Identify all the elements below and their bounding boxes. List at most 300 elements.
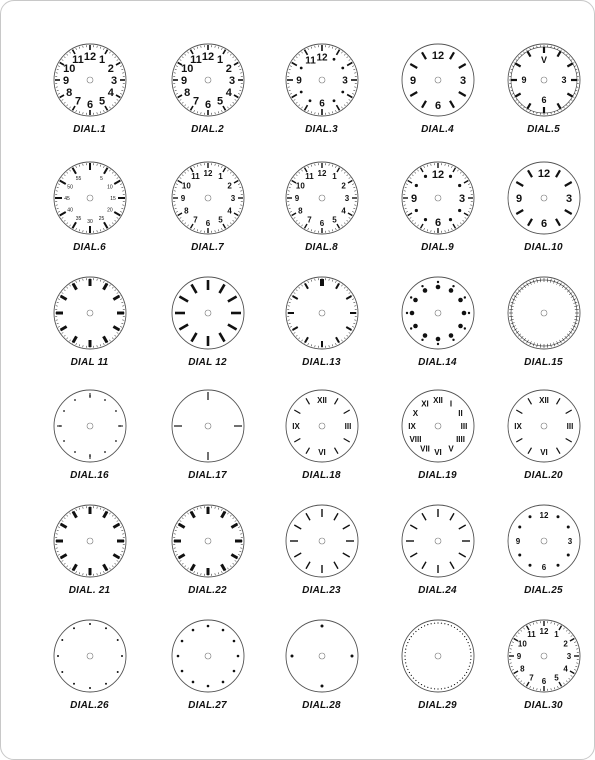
minute-numeral: 15 bbox=[110, 196, 116, 202]
dot-marker bbox=[451, 625, 452, 626]
dot-marker bbox=[431, 688, 432, 689]
dial-numeral: 1 bbox=[98, 54, 106, 67]
dot-marker bbox=[57, 655, 59, 657]
dial-numeral: 4 bbox=[225, 86, 232, 99]
dial-7 bbox=[148, 160, 267, 280]
clock-face bbox=[170, 388, 246, 464]
dial-numeral: 4 bbox=[341, 206, 346, 216]
dot-marker bbox=[470, 649, 471, 650]
dot-marker bbox=[89, 623, 91, 625]
dot-marker bbox=[437, 688, 438, 689]
dial-numeral: 9 bbox=[410, 192, 418, 205]
dial-numeral: 12 bbox=[431, 168, 445, 181]
dial-27 bbox=[148, 618, 267, 738]
dial-label: DIAL.27 bbox=[188, 700, 227, 711]
dial-numeral: 6 bbox=[434, 216, 442, 229]
dot-marker bbox=[437, 281, 439, 283]
dot-marker bbox=[181, 640, 184, 643]
clock-face bbox=[284, 275, 360, 351]
dot-marker bbox=[557, 515, 560, 518]
dot-marker bbox=[300, 91, 303, 94]
dot-marker bbox=[115, 410, 117, 412]
dot-marker bbox=[351, 655, 354, 658]
dot-marker bbox=[529, 515, 532, 518]
dot-marker bbox=[557, 564, 560, 567]
minute-numeral: 5 bbox=[100, 176, 103, 183]
dial-label: DIAL.29 bbox=[418, 700, 457, 711]
dial-29 bbox=[378, 618, 497, 738]
dot-marker bbox=[466, 639, 467, 640]
dot-marker bbox=[415, 209, 418, 212]
dial-numeral: 7 bbox=[192, 95, 200, 108]
clock-face bbox=[52, 275, 128, 351]
dial-20 bbox=[484, 388, 595, 508]
dial-numeral: VI bbox=[540, 447, 548, 457]
dial-label: DIAL.14 bbox=[418, 357, 457, 368]
dot-marker bbox=[434, 623, 435, 624]
clock-face bbox=[400, 618, 476, 694]
dial-numeral: 5 bbox=[554, 673, 559, 683]
dial-numeral: V bbox=[448, 444, 454, 454]
dial-numeral: 2 bbox=[563, 639, 568, 649]
dial-numeral: IX bbox=[292, 421, 300, 431]
dial-5 bbox=[484, 42, 595, 162]
dot-marker bbox=[192, 629, 195, 632]
dial-rim bbox=[286, 277, 358, 349]
clock-face bbox=[400, 160, 476, 236]
dot-marker bbox=[451, 686, 452, 687]
dot-marker bbox=[415, 631, 416, 632]
dot-marker bbox=[413, 633, 414, 634]
dial-26 bbox=[30, 618, 149, 738]
dial-label: DIAL.26 bbox=[70, 700, 109, 711]
dial-numeral: VI bbox=[434, 447, 442, 457]
dial-numeral: 10 bbox=[517, 639, 527, 649]
dial-numeral: 6 bbox=[434, 99, 442, 112]
dot-marker bbox=[104, 451, 106, 453]
dial-numeral: X bbox=[412, 408, 419, 418]
dot-marker bbox=[321, 625, 324, 628]
dial-numeral: 10 bbox=[295, 181, 305, 191]
dot-marker bbox=[469, 645, 470, 646]
dial-numeral: 2 bbox=[107, 62, 114, 75]
clock-face bbox=[506, 160, 582, 236]
dot-marker bbox=[74, 399, 76, 401]
dot-marker bbox=[207, 625, 210, 628]
clock-face bbox=[400, 388, 476, 464]
dot-marker bbox=[470, 652, 471, 653]
dial-10 bbox=[484, 160, 595, 280]
clock-face bbox=[52, 388, 128, 464]
dial-numeral: 3 bbox=[567, 536, 573, 546]
dial-label: DIAL.16 bbox=[70, 470, 109, 481]
dial-numeral: 11 bbox=[191, 172, 200, 182]
dot-marker bbox=[117, 639, 119, 641]
dial-label: DIAL.24 bbox=[418, 585, 457, 596]
dot-marker bbox=[181, 670, 184, 673]
dial-numeral: 3 bbox=[566, 651, 572, 661]
dial-numeral: 9 bbox=[409, 74, 417, 87]
dial-23 bbox=[262, 503, 381, 623]
dot-marker bbox=[441, 623, 442, 624]
dial-label: DIAL.30 bbox=[524, 700, 563, 711]
dial-numeral: 6 bbox=[86, 98, 94, 111]
dot-marker bbox=[458, 184, 461, 187]
clock-face bbox=[284, 160, 360, 236]
dial-21 bbox=[30, 503, 149, 623]
dot-marker bbox=[61, 671, 63, 673]
dial-numeral: 8 bbox=[184, 86, 191, 99]
dial-label: DIAL 12 bbox=[188, 357, 227, 368]
dial-label: DIAL.7 bbox=[191, 242, 224, 253]
minute-numeral: 40 bbox=[67, 207, 73, 214]
dot-marker bbox=[458, 324, 463, 329]
dial-label: DIAL.15 bbox=[524, 357, 563, 368]
dot-marker bbox=[341, 67, 344, 70]
dot-marker bbox=[321, 685, 324, 688]
dot-marker bbox=[458, 209, 461, 212]
dot-marker bbox=[567, 526, 570, 529]
minute-numeral: 10 bbox=[107, 184, 113, 191]
dial-numeral: 4 bbox=[563, 664, 568, 674]
dot-marker bbox=[457, 682, 458, 683]
clock-face bbox=[170, 503, 246, 579]
dot-marker bbox=[468, 642, 469, 643]
clock-face bbox=[506, 42, 582, 118]
dot-marker bbox=[452, 339, 454, 341]
clock-face bbox=[52, 503, 128, 579]
dial-numeral: III bbox=[460, 421, 468, 431]
dial-rim bbox=[172, 390, 244, 462]
dot-marker bbox=[409, 672, 410, 673]
dot-marker bbox=[518, 526, 521, 529]
minute-numeral: 35 bbox=[75, 215, 82, 222]
dial-numeral: 4 bbox=[227, 206, 232, 216]
dial-12 bbox=[148, 275, 267, 395]
clock-face bbox=[52, 42, 128, 118]
dial-rim bbox=[172, 620, 244, 692]
dial-numeral: 9 bbox=[515, 536, 521, 546]
dot-marker bbox=[424, 175, 427, 178]
dot-marker bbox=[454, 627, 455, 628]
dial-numeral: 9 bbox=[294, 193, 300, 203]
dial-numeral: XII bbox=[317, 395, 327, 405]
dial-numeral: I bbox=[449, 399, 453, 409]
dial-numeral: 6 bbox=[541, 562, 547, 572]
dial-numeral: XII bbox=[539, 395, 549, 405]
dial-label: DIAL.10 bbox=[524, 242, 563, 253]
dot-marker bbox=[421, 627, 422, 628]
dial-4 bbox=[378, 42, 497, 162]
dial-numeral: 1 bbox=[216, 54, 224, 67]
dot-marker bbox=[115, 440, 117, 442]
dot-marker bbox=[233, 670, 236, 673]
clock-face bbox=[506, 388, 582, 464]
dial-numeral: 10 bbox=[63, 62, 76, 75]
dot-marker bbox=[411, 636, 412, 637]
dial-numeral: 12 bbox=[539, 510, 549, 520]
dot-marker bbox=[105, 683, 107, 685]
dial-numeral: 2 bbox=[227, 181, 232, 191]
dial-numeral: 9 bbox=[180, 193, 186, 203]
dial-numeral: 12 bbox=[539, 626, 549, 636]
clock-face bbox=[284, 503, 360, 579]
dial-rim bbox=[54, 390, 126, 462]
dot-marker bbox=[406, 645, 407, 646]
dial-numeral: 12 bbox=[201, 50, 215, 63]
dial-numeral: 9 bbox=[515, 192, 523, 205]
dial-numeral: 12 bbox=[83, 50, 97, 63]
dot-marker bbox=[459, 631, 460, 632]
dial-15 bbox=[484, 275, 595, 395]
dot-marker bbox=[427, 624, 428, 625]
dot-marker bbox=[407, 642, 408, 643]
dot-marker bbox=[333, 99, 336, 102]
clock-face bbox=[170, 618, 246, 694]
dial-numeral: 10 bbox=[181, 181, 191, 191]
dot-marker bbox=[529, 564, 532, 567]
dot-marker bbox=[405, 652, 406, 653]
dial-label: DIAL.9 bbox=[421, 242, 454, 253]
dot-marker bbox=[459, 680, 460, 681]
dot-marker bbox=[73, 627, 75, 629]
dial-numeral: 3 bbox=[458, 192, 466, 205]
dot-marker bbox=[470, 662, 471, 663]
dial-numeral: 12 bbox=[431, 49, 445, 62]
dot-marker bbox=[441, 688, 442, 689]
dot-marker bbox=[421, 285, 423, 287]
dot-marker bbox=[411, 675, 412, 676]
dial-numeral: IX bbox=[514, 421, 522, 431]
dial-9 bbox=[378, 160, 497, 280]
dot-marker bbox=[437, 622, 438, 623]
dot-marker bbox=[410, 327, 412, 329]
dial-numeral: 11 bbox=[305, 172, 314, 182]
minute-numeral: 45 bbox=[64, 196, 70, 202]
dial-label: DIAL.18 bbox=[302, 470, 341, 481]
clock-face bbox=[284, 618, 360, 694]
dial-30 bbox=[484, 618, 595, 738]
dial-numeral: 7 bbox=[74, 95, 82, 108]
dial-8 bbox=[262, 160, 381, 280]
dot-marker bbox=[405, 662, 406, 663]
dot-marker bbox=[468, 312, 470, 314]
dial-6 bbox=[30, 160, 149, 280]
dot-marker bbox=[405, 659, 406, 660]
dot-marker bbox=[300, 67, 303, 70]
dial-numeral: 3 bbox=[565, 192, 573, 205]
dial-rim bbox=[402, 620, 474, 692]
clock-face bbox=[52, 160, 128, 236]
dot-marker bbox=[466, 672, 467, 673]
dial-1 bbox=[30, 42, 149, 162]
dot-marker bbox=[233, 640, 236, 643]
dot-marker bbox=[449, 218, 452, 221]
dot-marker bbox=[333, 58, 336, 61]
dot-marker bbox=[444, 623, 445, 624]
dial-numeral: 11 bbox=[72, 54, 84, 67]
minute-numeral: 55 bbox=[75, 176, 82, 183]
dot-marker bbox=[222, 629, 225, 632]
dial-numeral: 7 bbox=[529, 673, 534, 683]
dial-numeral: 9 bbox=[296, 75, 302, 87]
dot-marker bbox=[449, 288, 454, 293]
dial-label: DIAL.1 bbox=[73, 124, 106, 135]
dial-numeral: 6 bbox=[319, 218, 325, 228]
dial-rim bbox=[54, 277, 126, 349]
dot-marker bbox=[104, 399, 106, 401]
dial-18 bbox=[262, 388, 381, 508]
dial-numeral: 9 bbox=[521, 75, 527, 86]
dot-marker bbox=[464, 636, 465, 637]
clock-face bbox=[284, 388, 360, 464]
dot-marker bbox=[421, 339, 423, 341]
dial-numeral: III bbox=[344, 421, 352, 431]
dial-numeral: 6 bbox=[205, 218, 211, 228]
dial-numeral: 3 bbox=[230, 193, 236, 203]
dial-label: DIAL.4 bbox=[421, 124, 454, 135]
dot-marker bbox=[291, 655, 294, 658]
dial-numeral: 2 bbox=[225, 62, 232, 75]
dot-marker bbox=[410, 296, 412, 298]
dial-label: DIAL.25 bbox=[524, 585, 563, 596]
dial-numeral: 3 bbox=[228, 74, 236, 87]
dial-label: DIAL.22 bbox=[188, 585, 227, 596]
dial-numeral: VII bbox=[420, 444, 430, 454]
dial-14 bbox=[378, 275, 497, 395]
clock-face bbox=[506, 618, 582, 694]
dial-numeral: VIII bbox=[409, 434, 422, 444]
dot-marker bbox=[436, 285, 441, 290]
dot-marker bbox=[452, 285, 454, 287]
clock-face bbox=[400, 42, 476, 118]
clock-face bbox=[284, 42, 360, 118]
dot-marker bbox=[423, 333, 428, 338]
dot-marker bbox=[424, 218, 427, 221]
dot-marker bbox=[410, 311, 415, 316]
dial-numeral: II bbox=[458, 408, 463, 418]
dial-numeral: 6 bbox=[541, 95, 547, 106]
dot-marker bbox=[89, 687, 91, 689]
dot-marker bbox=[406, 312, 408, 314]
dial-rim bbox=[172, 505, 244, 577]
dot-marker bbox=[462, 311, 467, 316]
dot-marker bbox=[464, 296, 466, 298]
clock-face bbox=[170, 275, 246, 351]
dial-28 bbox=[262, 618, 381, 738]
dot-marker bbox=[444, 688, 445, 689]
dial-13 bbox=[262, 275, 381, 395]
dot-marker bbox=[434, 688, 435, 689]
clock-face bbox=[170, 42, 246, 118]
minute-numeral: 30 bbox=[87, 219, 93, 225]
dial-numeral: IX bbox=[408, 421, 416, 431]
dot-marker bbox=[404, 655, 405, 656]
dot-marker bbox=[413, 324, 418, 329]
dot-marker bbox=[309, 99, 312, 102]
dot-marker bbox=[458, 298, 463, 303]
dial-numeral: 12 bbox=[537, 167, 551, 180]
dot-marker bbox=[448, 687, 449, 688]
dial-numeral: 3 bbox=[342, 75, 348, 87]
dial-numeral: XI bbox=[421, 399, 429, 409]
dial-24 bbox=[378, 503, 497, 623]
dot-marker bbox=[105, 627, 107, 629]
dial-label: DIAL. 21 bbox=[68, 585, 111, 596]
dial-numeral: 5 bbox=[332, 215, 337, 225]
dot-marker bbox=[192, 681, 195, 684]
dot-marker bbox=[449, 175, 452, 178]
dial-numeral: 1 bbox=[554, 630, 559, 640]
dial-rim bbox=[508, 277, 580, 349]
dial-numeral: 3 bbox=[459, 74, 467, 87]
dial-numeral: 7 bbox=[193, 215, 198, 225]
dial-numeral: 4 bbox=[107, 86, 114, 99]
dot-marker bbox=[222, 681, 225, 684]
dot-marker bbox=[469, 666, 470, 667]
dot-marker bbox=[407, 669, 408, 670]
clock-face bbox=[506, 275, 582, 351]
dial-numeral: 9 bbox=[516, 651, 522, 661]
dial-numeral: III bbox=[566, 421, 574, 431]
dial-numeral: 8 bbox=[520, 664, 525, 674]
dial-22 bbox=[148, 503, 267, 623]
dial-rim bbox=[54, 505, 126, 577]
dial-numeral: 5 bbox=[98, 95, 106, 108]
dot-marker bbox=[413, 298, 418, 303]
dot-marker bbox=[415, 184, 418, 187]
dot-marker bbox=[448, 624, 449, 625]
clock-face bbox=[400, 275, 476, 351]
dial-label: DIAL.3 bbox=[305, 124, 338, 135]
dial-16 bbox=[30, 388, 149, 508]
minute-numeral: 50 bbox=[67, 184, 73, 191]
dial-3 bbox=[262, 42, 381, 162]
dial-25 bbox=[484, 503, 595, 623]
dot-marker bbox=[406, 666, 407, 667]
dial-rim bbox=[54, 620, 126, 692]
dial-19 bbox=[378, 388, 497, 508]
dial-label: DIAL.6 bbox=[73, 242, 106, 253]
dot-marker bbox=[436, 337, 441, 342]
dial-numeral: 1 bbox=[332, 172, 337, 182]
dial-numeral: 3 bbox=[344, 193, 350, 203]
dial-label: DIAL.5 bbox=[527, 124, 560, 135]
dial-numeral: 5 bbox=[216, 95, 224, 108]
dial-label: DIAL 11 bbox=[70, 357, 109, 368]
dot-marker bbox=[121, 655, 123, 657]
dial-numeral: 9 bbox=[180, 74, 188, 87]
dial-17 bbox=[148, 388, 267, 508]
dot-marker bbox=[177, 655, 180, 658]
dot-marker bbox=[409, 639, 410, 640]
dial-numeral: 3 bbox=[561, 75, 567, 86]
dial-numeral: 8 bbox=[298, 206, 303, 216]
dial-label: DIAL.20 bbox=[524, 470, 563, 481]
dial-numeral: VI bbox=[318, 447, 326, 457]
clock-face bbox=[400, 503, 476, 579]
dot-marker bbox=[423, 288, 428, 293]
dial-numeral: 2 bbox=[341, 181, 346, 191]
dial-numeral: 11 bbox=[305, 55, 316, 67]
dial-numeral: 10 bbox=[181, 62, 194, 75]
dot-marker bbox=[63, 410, 65, 412]
dot-marker bbox=[424, 625, 425, 626]
minute-numeral: 25 bbox=[98, 215, 105, 222]
dial-11 bbox=[30, 275, 149, 395]
dot-marker bbox=[74, 451, 76, 453]
dot-marker bbox=[464, 675, 465, 676]
